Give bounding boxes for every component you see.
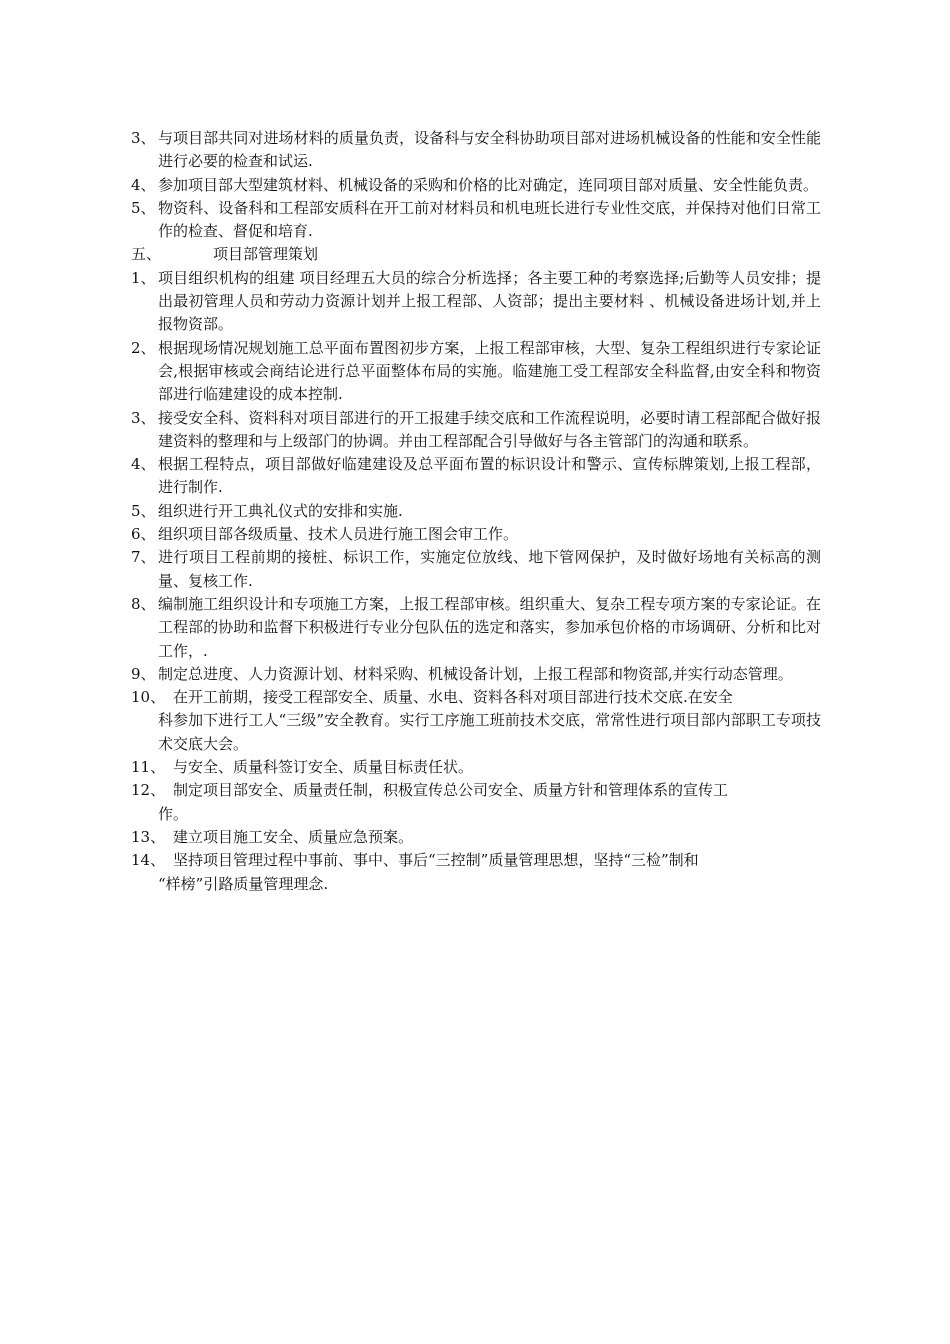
section-number: 五、 — [131, 245, 162, 264]
list-item-text-first-line: 在开工前期，接受工程部安全、质量、水电、资料各科对项目部进行技术交底.在安全 — [173, 688, 733, 707]
list-item-text: 进行项目工程前期的接桩、标识工作，实施定位放线、地下管网保护，及时做好场地有关标高的测量、复核工作. — [158, 548, 821, 590]
list-item-number: 9、 — [131, 664, 156, 683]
list-item-text: 组织项目部各级质量、技术人员进行施工图会审工作。 — [158, 525, 519, 544]
section-title: 项目部管理策划 — [213, 245, 319, 264]
list-item-text: 与项目部共同对进场材料的质量负责，设备科与安全科协助项目部对进场机械设备的性能和安全性能进行必要的检查和试运. — [158, 129, 821, 171]
list-item — [131, 127, 821, 174]
list-item-text: 物资科、设备科和工程部安质科在开工前对材料员和机电班长进行专业性交底，并保持对他们日常工作的检查、督促和培育. — [158, 198, 821, 241]
list-item-text: 根据工程特点，项目部做好临建建设及总平面布置的标识设计和警示、宣传标牌策划,上报工程部，进行制作. — [158, 455, 821, 497]
list-item-text: 制定总进度、人力资源计划、材料采购、机械设备计划，上报工程部和物资部,并实行动态管理。 — [158, 664, 793, 683]
list-item — [131, 197, 821, 244]
list-item-number: 6、 — [131, 525, 156, 544]
list-item — [131, 826, 821, 849]
list-item-number: 14、 — [131, 851, 166, 870]
document-body — [131, 127, 821, 896]
list-item-text: 根据现场情况规划施工总平面布置图初步方案，上报工程部审核，大型、复杂工程组织进行专家论证会,根据审核或会商结论进行总平面整体布局的实施。临建施工受工程部安全科监督,由安全科和物资部进行临建建设的成本控制. — [158, 338, 821, 404]
list-item — [131, 593, 821, 663]
list-planning-continued — [131, 686, 821, 896]
section-heading — [131, 243, 821, 266]
list-item — [131, 849, 821, 896]
list-responsibilities — [131, 127, 821, 243]
list-item-number: 5、 — [131, 198, 156, 217]
list-item-text: 接受安全科、资料科对项目部进行的开工报建手续交底和工作流程说明，必要时请工程部配合做好报建资料的整理和与上级部门的协调。并由工程部配合引导做好与各主管部门的沟通和联系。 — [158, 408, 821, 450]
list-item-number: 10、 — [131, 688, 166, 707]
list-item — [131, 337, 821, 407]
list-item-number: 1、 — [131, 268, 156, 287]
list-item-text-continued: 作。 — [158, 804, 189, 823]
list-item-number: 2、 — [131, 338, 156, 357]
list-item-text: 组织进行开工典礼仪式的安排和实施. — [158, 501, 403, 520]
list-item-number: 12、 — [131, 781, 166, 800]
list-item-number: 8、 — [131, 594, 156, 613]
list-item — [131, 663, 821, 686]
list-item-text-continued: “样榜”引路质量管理理念. — [158, 874, 329, 893]
list-item-number: 4、 — [131, 455, 156, 474]
list-item — [131, 756, 821, 779]
list-item — [131, 453, 821, 500]
list-item-number: 3、 — [131, 408, 156, 427]
list-item-number: 4、 — [131, 175, 156, 194]
list-item — [131, 686, 821, 756]
list-item-text: 参加项目部大型建筑材料、机械设备的采购和价格的比对确定，连同项目部对质量、安全性能负责。 — [158, 175, 819, 194]
list-item-number: 7、 — [131, 548, 156, 567]
list-item — [131, 174, 821, 197]
list-item — [131, 500, 821, 523]
list-item-text: 编制施工组织设计和专项施工方案，上报工程部审核。组织重大、复杂工程专项方案的专家论证。在工程部的协助和监督下积极进行专业分包队伍的选定和落实，参加承包价格的市场调研、分析和比对工作，. — [158, 594, 821, 660]
list-item-number: 5、 — [131, 501, 156, 520]
list-item-text-first-line: 建立项目施工安全、质量应急预案。 — [173, 827, 414, 846]
list-item-number: 13、 — [131, 827, 166, 846]
list-item-text-continued: 科参加下进行工人“三级”安全教育。实行工序施工班前技术交底，常常性进行项目部内部职工专项技术交底大会。 — [158, 711, 821, 753]
list-item — [131, 779, 821, 826]
list-item-text-first-line: 制定项目部安全、质量责任制，积极宣传总公司安全、质量方针和管理体系的宣传工 — [173, 781, 729, 800]
list-item — [131, 407, 821, 454]
list-item — [131, 267, 821, 337]
list-item-text: 项目组织机构的组建 项目经理五大员的综合分析选择；各主要工种的考察选择;后勤等人员安排；提出最初管理人员和劳动力资源计划并上报工程部、人资部；提出主要材料 、机械设备进场计划,并上报物资部。 — [158, 268, 821, 334]
list-item-text-first-line: 坚持项目管理过程中事前、事中、事后“三控制”质量管理思想，坚持“三检”制和 — [173, 851, 699, 870]
list-item-text-first-line: 与安全、质量科签订安全、质量目标责任状。 — [173, 758, 474, 777]
list-item — [131, 523, 821, 546]
list-item — [131, 546, 821, 593]
list-item-number: 11、 — [131, 758, 166, 777]
list-planning — [131, 267, 821, 686]
list-item-number: 3、 — [131, 129, 156, 147]
